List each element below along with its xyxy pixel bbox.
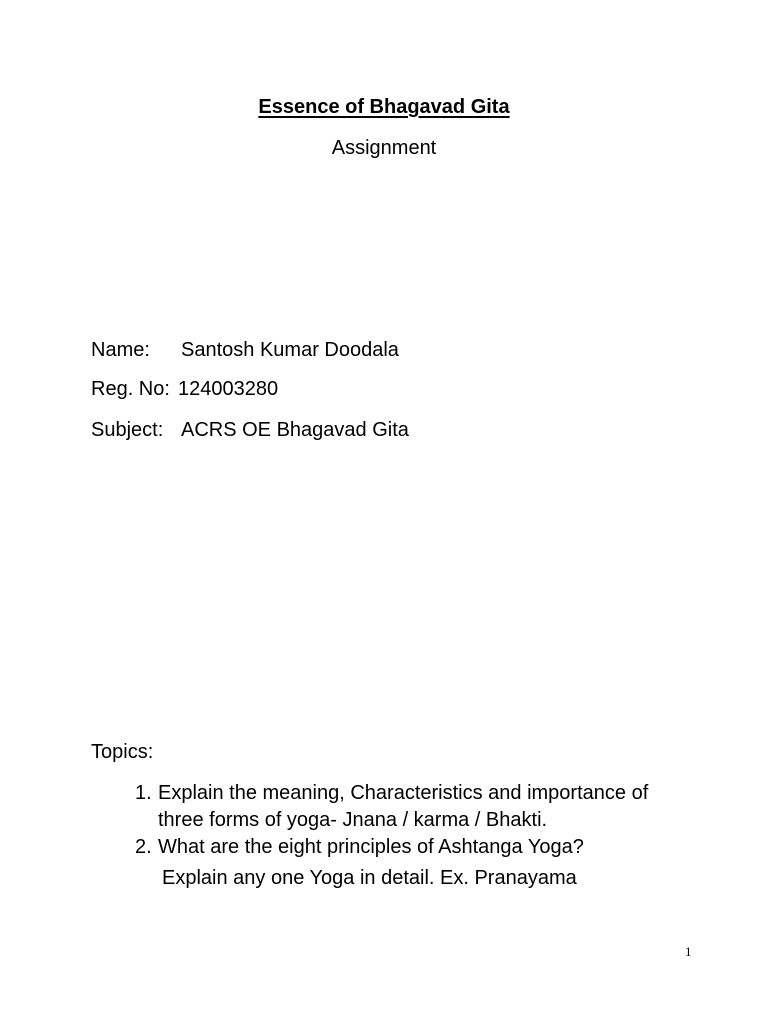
topic-item-2-continuation: Explain any one Yoga in detail. Ex. Pranayama — [162, 867, 577, 889]
name-label: Name: — [91, 339, 150, 361]
topic-text-line: What are the eight principles of Ashtanga Yoga? — [158, 836, 584, 858]
name-value: Santosh Kumar Doodala — [181, 339, 399, 361]
topics-heading: Topics: — [91, 741, 154, 763]
topic-text-line: Explain the meaning, Characteristics and importance of — [158, 782, 649, 804]
document-title: Essence of Bhagavad Gita — [258, 96, 510, 118]
reg-no-label: Reg. No: — [91, 378, 170, 400]
topic-item-1-continuation: three forms of yoga- Jnana / karma / Bhakti. — [158, 809, 548, 831]
name-row — [91, 337, 399, 363]
subject-value: ACRS OE Bhagavad Gita — [181, 419, 409, 441]
page-number: 1 — [685, 944, 692, 959]
subject-label: Subject: — [91, 419, 164, 441]
reg-no-value: 124003280 — [178, 378, 279, 400]
topic-number: 2. — [135, 836, 152, 858]
document-subtitle: Assignment — [331, 137, 437, 159]
topic-number: 1. — [135, 782, 152, 804]
subject-row — [91, 417, 409, 443]
reg-no-row — [91, 376, 279, 402]
